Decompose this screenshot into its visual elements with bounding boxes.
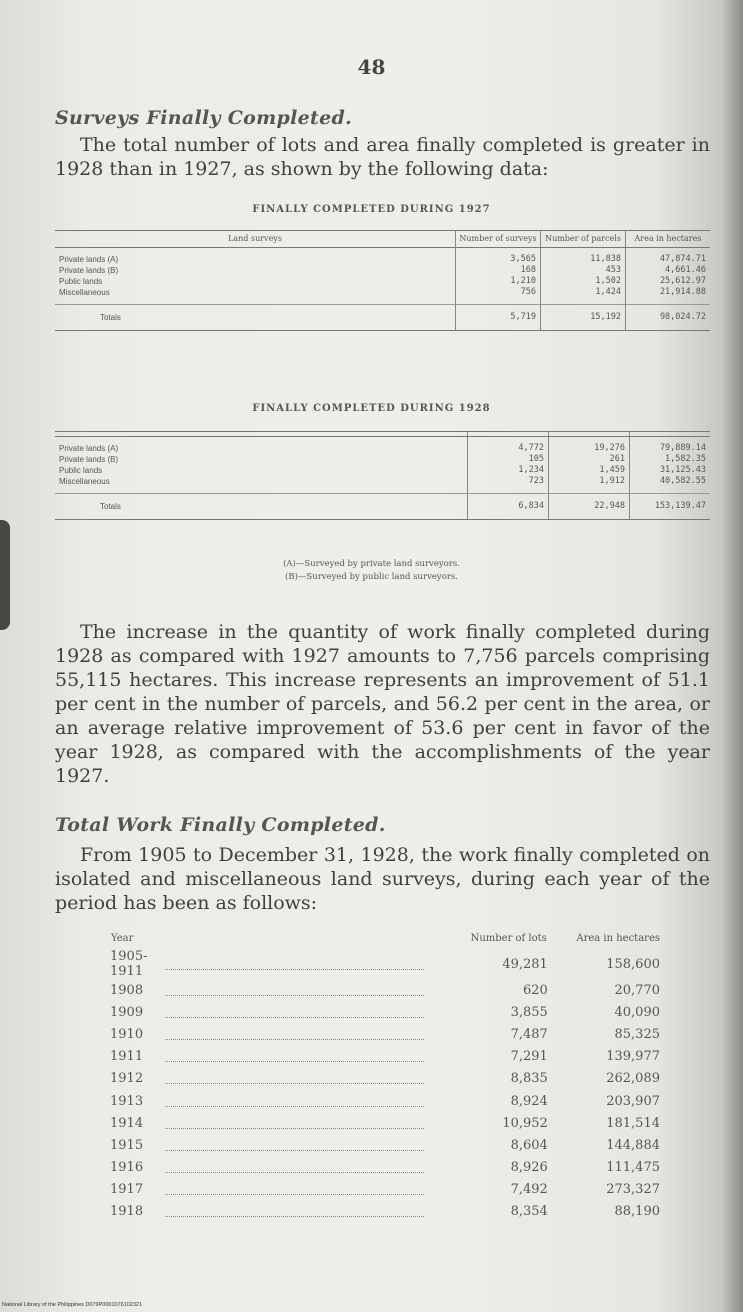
area-cell: 111,475	[606, 1160, 660, 1176]
table-row	[110, 1068, 670, 1090]
parcels-cell: 15,192	[541, 305, 626, 331]
footnote-b: (B)—Surveyed by public land surveyors.	[285, 572, 458, 582]
surveys-cell: 756	[456, 287, 541, 305]
yearly-table	[110, 932, 670, 1223]
table-row	[110, 1179, 670, 1201]
table-row	[55, 276, 710, 287]
dot-leader	[161, 1046, 436, 1068]
year-cell: 1911	[110, 1049, 144, 1065]
area-cell: 20,770	[614, 982, 660, 998]
lots-cell: 7,291	[510, 1049, 548, 1065]
area-cell: 4,661.46	[626, 265, 711, 276]
area-cell: 25,612.97	[626, 276, 711, 287]
surveys-cell: 3,565	[456, 248, 541, 266]
surveys-cell: 4,772	[468, 437, 549, 455]
lots-cell: 7,492	[510, 1182, 548, 1198]
dot-leader	[161, 1023, 436, 1045]
area-cell: 144,884	[606, 1137, 660, 1153]
parcels-cell: 11,838	[541, 248, 626, 266]
year-cell: 1913	[110, 1093, 144, 1109]
area-cell: 40,090	[614, 1004, 660, 1020]
table-1928-caption: FINALLY COMPLETED DURING 1928	[252, 403, 491, 414]
table-1927	[55, 230, 710, 331]
table-row	[55, 437, 710, 455]
table-row	[55, 248, 710, 266]
area-cell: 139,977	[606, 1049, 660, 1065]
surveys-cell: 5,719	[456, 305, 541, 331]
table-1928	[55, 431, 710, 520]
totals-label: Totals	[55, 305, 456, 331]
dot-leader	[161, 1201, 436, 1223]
year-cell: 1909	[110, 1004, 144, 1020]
col-area-hectares: Area in hectares	[626, 231, 711, 248]
table-row	[110, 1023, 670, 1045]
dot-leader	[161, 1179, 436, 1201]
year-cell: 1915	[110, 1137, 144, 1153]
totals-label: Totals	[55, 494, 468, 520]
row-label: Public lands	[59, 277, 103, 286]
surveys-cell: 1,234	[468, 465, 549, 476]
year-cell: 1905-1911	[110, 949, 148, 979]
lots-cell: 8,604	[510, 1137, 548, 1153]
dot-leader	[161, 1157, 436, 1179]
surveys-cell: 168	[456, 265, 541, 276]
table-row	[110, 1001, 670, 1023]
lots-cell: 10,952	[502, 1115, 548, 1131]
footnote-a: (A)—Surveyed by private land surveyors.	[283, 559, 460, 569]
intro-paragraph: The total number of lots and area finally completed is greater in 1928 than in 1927, as shown by the following data:	[55, 134, 710, 180]
library-credit: National Library of the Philippines D079P0001076102321	[2, 1302, 143, 1308]
area-cell: 273,327	[606, 1182, 660, 1198]
table-row	[110, 1134, 670, 1156]
area-cell: 47,874.71	[626, 248, 711, 266]
year-cell: 1908	[110, 982, 144, 998]
lots-cell: 8,924	[510, 1093, 548, 1109]
row-label: Public lands	[59, 466, 103, 475]
year-cell: 1912	[110, 1071, 144, 1087]
row-label: Private lands (B)	[59, 455, 119, 464]
table-row	[55, 454, 710, 465]
area-cell: 1,582.35	[630, 454, 711, 465]
year-cell: 1916	[110, 1160, 144, 1176]
lots-cell: 49,281	[502, 956, 548, 972]
section-heading-surveys: Surveys Finally Completed.	[55, 107, 353, 129]
parcels-cell: 19,276	[549, 437, 630, 455]
area-cell: 98,024.72	[626, 305, 711, 331]
dot-leader	[161, 949, 436, 979]
area-cell: 153,139.47	[630, 494, 711, 520]
page-number: 48	[357, 55, 386, 79]
parcels-cell: 1,459	[549, 465, 630, 476]
row-label: Miscellaneous	[59, 477, 110, 486]
parcels-cell: 22,948	[549, 494, 630, 520]
dot-leader	[161, 1001, 436, 1023]
row-label: Private lands (A)	[59, 444, 119, 453]
row-label: Private lands (B)	[59, 266, 119, 275]
dot-leader	[161, 1134, 436, 1156]
area-cell: 21,914.88	[626, 287, 711, 305]
table-total-row	[55, 494, 710, 520]
col-year: Year	[111, 933, 134, 944]
col-land-surveys: Land surveys	[55, 231, 456, 248]
parcels-cell: 1,424	[541, 287, 626, 305]
lots-cell: 620	[522, 982, 548, 998]
table-row	[55, 265, 710, 276]
surveys-cell: 6,834	[468, 494, 549, 520]
parcels-cell: 1,912	[549, 476, 630, 494]
year-cell: 1918	[110, 1204, 144, 1220]
lots-cell: 7,487	[510, 1026, 548, 1042]
table-row	[110, 1090, 670, 1112]
lots-cell: 8,926	[510, 1160, 548, 1176]
table-total-row	[55, 305, 710, 331]
dot-leader	[161, 1090, 436, 1112]
table-1927-caption: FINALLY COMPLETED DURING 1927	[252, 204, 491, 215]
row-label: Miscellaneous	[59, 288, 110, 297]
area-cell: 262,089	[606, 1071, 660, 1087]
total-work-intro: From 1905 to December 31, 1928, the work finally completed on isolated and miscellaneous land surveys, during each year of the period has been as follows:	[55, 844, 710, 914]
col-spacer	[161, 932, 436, 949]
table-row	[110, 1046, 670, 1068]
lots-cell: 8,354	[510, 1204, 548, 1220]
area-cell: 79,889.14	[630, 437, 711, 455]
table-row	[110, 949, 670, 979]
area-cell: 85,325	[614, 1026, 660, 1042]
area-cell: 40,582.55	[630, 476, 711, 494]
year-cell: 1910	[110, 1026, 144, 1042]
dot-leader	[161, 1112, 436, 1134]
col-number-of-parcels: Number of parcels	[541, 231, 626, 248]
year-cell: 1914	[110, 1115, 144, 1131]
section-heading-total-work: Total Work Finally Completed.	[55, 814, 386, 836]
lots-cell: 3,855	[510, 1004, 548, 1020]
parcels-cell: 1,502	[541, 276, 626, 287]
area-cell: 158,600	[606, 956, 660, 972]
area-cell: 203,907	[606, 1093, 660, 1109]
table-row	[110, 1201, 670, 1223]
parcels-cell: 261	[549, 454, 630, 465]
table-row	[55, 476, 710, 494]
row-label: Private lands (A)	[59, 255, 119, 264]
lots-cell: 8,835	[510, 1071, 548, 1087]
surveys-cell: 105	[468, 454, 549, 465]
table-row	[110, 979, 670, 1001]
area-cell: 88,190	[614, 1204, 660, 1220]
table-row	[55, 287, 710, 305]
year-cell: 1917	[110, 1182, 144, 1198]
area-cell: 181,514	[606, 1115, 660, 1131]
increase-paragraph: The increase in the quantity of work finally completed during 1928 as compared with 1927 amounts to 7,756 parcels comprising 55,115 hectares. This increase represents an improvement of 51.1 per cent in the number of parcels, and 56.2 per cent in the area, or an average relative improvement of 53.6 per cent in favor of the year 1928, as compared with the accomplishments of the year 1927.	[55, 621, 710, 787]
col-number-of-surveys: Number of surveys	[456, 231, 541, 248]
table-row	[110, 1157, 670, 1179]
dot-leader	[161, 979, 436, 1001]
surveys-cell: 1,210	[456, 276, 541, 287]
table-row	[55, 465, 710, 476]
table-row	[110, 1112, 670, 1134]
dot-leader	[161, 1068, 436, 1090]
col-area-hectares: Area in hectares	[576, 933, 660, 944]
parcels-cell: 453	[541, 265, 626, 276]
area-cell: 31,125.43	[630, 465, 711, 476]
col-number-of-lots: Number of lots	[470, 933, 547, 944]
surveys-cell: 723	[468, 476, 549, 494]
